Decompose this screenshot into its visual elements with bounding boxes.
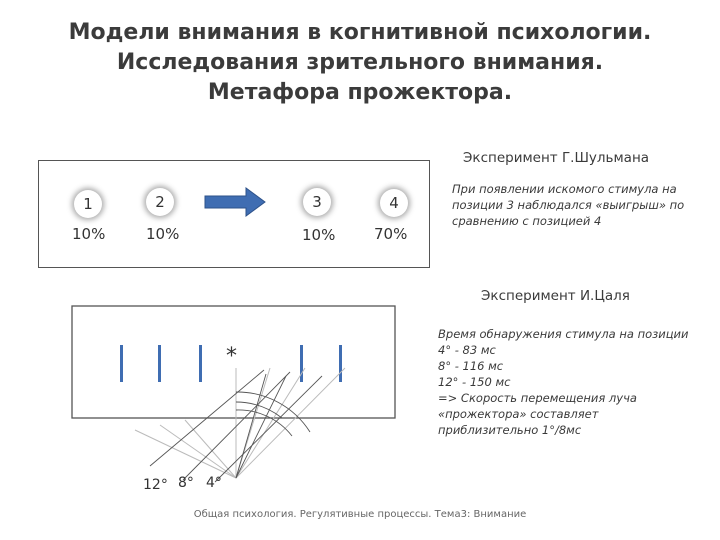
title-line-3: Метафора прожектора. [207,80,513,105]
position-3: 3 [303,188,331,216]
tsal-note [438,326,688,438]
tsal-heading: Эксперимент И.Цаля [481,288,630,304]
position-1: 1 [74,190,102,218]
position-2: 2 [146,188,174,216]
target-star: * [226,344,237,369]
angle-4: 4° [206,475,222,491]
title-line-1: Модели внимания в когнитивной психологии. [68,20,652,45]
tsal-note-line: 12° - 150 мс [438,375,511,389]
arrow-icon [205,188,265,216]
tsal-note-line: Время обнаружения стимула на позиции [438,327,689,341]
title-line-2: Исследования зрительного внимания. [116,50,604,75]
tsal-note-line: 8° - 116 мс [438,359,504,373]
shulman-note-line: сравнению с позицией 4 [452,214,602,228]
shulman-heading: Эксперимент Г.Шульмана [463,150,650,166]
shulman-note-line: При появлении искомого стимула на [452,182,677,196]
percent-3: 10% [302,226,336,244]
percent-4: 70% [374,225,408,243]
slide-footer: Общая психология. Регулятивные процессы. Тема3: Внимание [193,509,527,520]
angle-8: 8° [178,475,194,491]
tsal-note-line: 4° - 83 мс [438,343,496,357]
tsal-note-line: приблизительно 1°/8мс [438,423,582,437]
percent-1: 10% [72,225,106,243]
shulman-note-line: позиции 3 наблюдался «выигрыш» по [452,198,685,212]
tsal-note-line: => Скорость перемещения луча [438,391,637,405]
angle-12: 12° [143,477,168,493]
shulman-note [452,181,684,229]
percent-2: 10% [146,225,180,243]
tsal-note-line: «прожектора» составляет [438,407,599,421]
position-4: 4 [380,189,408,217]
